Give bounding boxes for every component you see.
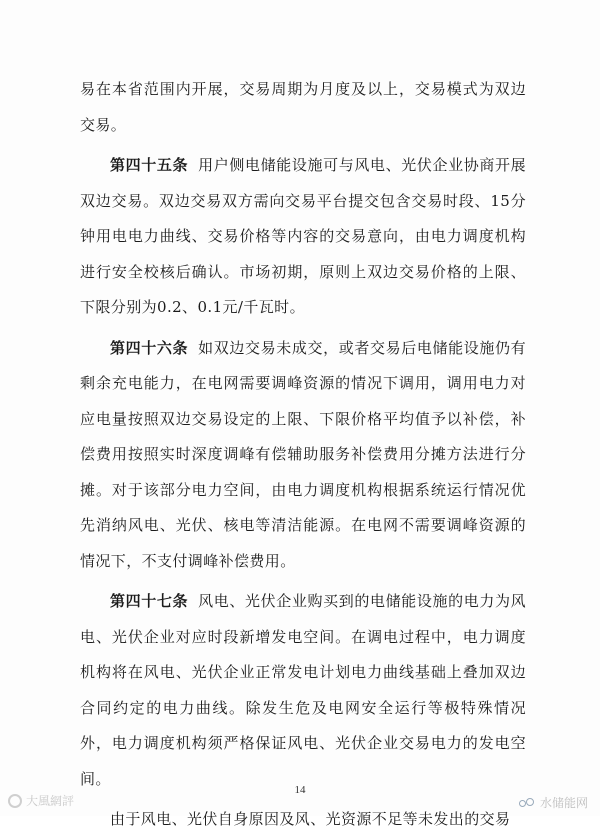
paragraph-trailing [80,802,526,838]
paragraph-text: 如双边交易未成交，或者交易后电储能设施仍有剩余充电能力，在电网需要调峰资源的情况下调用，调用电力对应电量按照双边交易设定的上限、下限价格平均值予以补偿，补偿费用按照实时深度调峰有偿辅助服务补偿费用分摊方法进行分摊。对于该部分电力空间，由电力调度机构根据系统运行情况优先消纳风电、光伏、核电等清洁能源。在电网不需要调峰资源的情况下，不支付调峰补偿费用。 [80,338,526,570]
watermark-right [518,794,588,811]
watermark-logo-icon [8,794,22,808]
paragraph-text: 风电、光伏企业购买到的电储能设施的电力为风电、光伏企业对应时段新增发电空间。在调电过程中，电力调度机构将在风电、光伏企业正常发电计划电力曲线基础上叠加双边合同约定的电力曲线。除发生危及电网安全运行等极特殊情况外，电力调度机构须严格保证风电、光伏企业交易电力的发电空间。 [80,592,526,788]
wechat-icon [518,797,534,809]
article-47 [80,584,526,797]
watermark-left-text: 大風網評 [26,794,75,808]
watermark-left [8,792,74,809]
paragraph-continuation [80,72,526,143]
watermark-right-text: 水储能网 [539,796,588,810]
page-number: 14 [294,784,306,796]
article-number: 第四十六条 [110,338,189,357]
paragraph-text: 易在本省范围内开展，交易周期为月度及以上，交易模式为双边交易。 [80,80,526,134]
paragraph-text: 用户侧电储能设施可与风电、光伏企业协商开展双边交易。双边交易双方需向交易平台提交包含交易时段、15分钟用电电力曲线、交易价格等内容的交易意向，由电力调度机构进行安全校核后确认。市场初期，原则上双边交易价格的上限、下限分别为0.2、0.1元/千瓦时。 [80,156,526,316]
article-46 [80,331,526,580]
document-body [80,72,526,838]
article-number: 第四十五条 [110,156,189,174]
paragraph-text: 由于风电、光伏自身原因及风、光资源不足等未发出的交易 [110,810,511,828]
article-45 [80,148,526,326]
article-number: 第四十七条 [110,592,189,610]
